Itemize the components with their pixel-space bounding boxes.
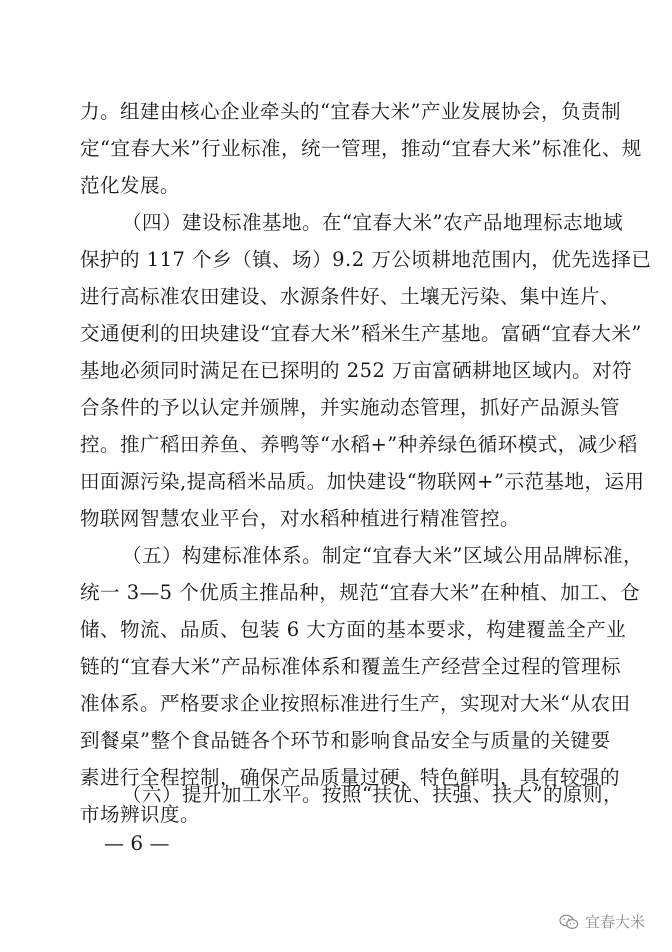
- text-line: 力。组建由核心企业牵头的“宜春大米”产业发展协会，负责制: [80, 100, 621, 123]
- text-line: 基地必须同时满足在已探明的 252 万亩富硒耕地区域内。对符: [80, 359, 633, 382]
- text-line: 物联网智慧农业平台，对水稻种植进行精准管控。: [80, 507, 521, 530]
- wechat-icon: [559, 914, 579, 930]
- text-line: 储、物流、品质、包装 6 大方面的基本要求，构建覆盖全产业: [80, 618, 627, 641]
- text-line: 统一 3—5 个优质主推品种，规范“宜春大米”在种植、加工、仓: [80, 581, 641, 604]
- text-line: 定“宜春大米”行业标准，统一管理，推动“宜春大米”标准化、规: [80, 137, 642, 160]
- text-line: 田面源污染,提高稻米品质。加快建设“物联网+”示范基地，运用: [80, 470, 645, 493]
- text-line: 市场辨识度。: [80, 803, 201, 826]
- text-line: 交通便利的田块建设“宜春大米”稻米生产基地。富硒“宜春大米”: [80, 322, 642, 345]
- watermark: [559, 911, 645, 932]
- section-heading-line: （六）提升加工水平。按照“扶优、扶强、扶大”的原则，: [122, 783, 623, 806]
- text-line: 素进行全程控制，确保产品质量过硬、特色鲜明，具有较强的: [80, 766, 621, 789]
- text-line: 范化发展。: [80, 174, 181, 197]
- text-line: 合条件的予以认定并颁牌，并实施动态管理，抓好产品源头管: [80, 396, 621, 419]
- page-number: — 6 —: [104, 831, 170, 855]
- text-line: 控。推广稻田养鱼、养鸭等“水稻+”种养绿色循环模式，减少稻: [80, 433, 638, 456]
- section-heading-line: （五）构建标准体系。制定“宜春大米”区域公用品牌标准，: [122, 544, 643, 567]
- text-line: 准体系。严格要求企业按照标准进行生产，实现对大米“从农田: [80, 692, 631, 715]
- section-heading-line: （四）建设标准基地。在“宜春大米”农产品地理标志地域: [122, 211, 623, 234]
- text-line: 进行高标准农田建设、水源条件好、土壤无污染、集中连片、: [80, 285, 621, 308]
- watermark-text: 宜春大米: [585, 913, 646, 931]
- text-line: 到餐桌”整个食品链各个环节和影响食品安全与质量的关键要: [80, 729, 611, 752]
- text-line: 链的“宜春大米”产品标准体系和覆盖生产经营全过程的管理标: [80, 655, 621, 678]
- text-line: 保护的 117 个乡（镇、场）9.2 万公顷耕地范围内，优先选择已: [80, 248, 652, 271]
